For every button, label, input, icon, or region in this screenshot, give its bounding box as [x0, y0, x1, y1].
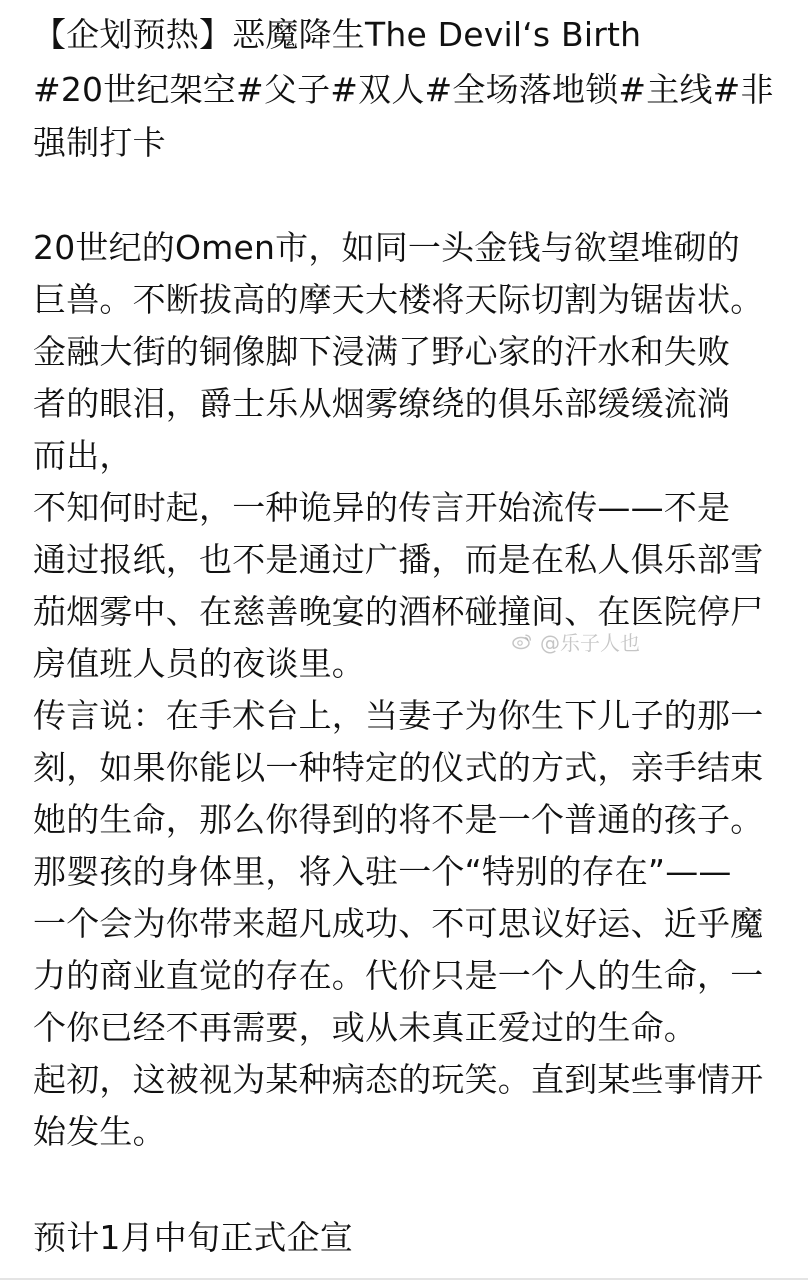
paragraph-line: 刻，如果你能以一种特定的仪式的方式，亲手结束 — [33, 748, 764, 787]
paragraph-line: 通过报纸，也不是通过广播，而是在私人俱乐部雪 — [33, 540, 764, 579]
paragraph-line: 茄烟雾中、在慈善晚宴的酒杯碰撞间、在医院停尸 — [33, 592, 764, 631]
watermark-text: @乐子人也 — [540, 630, 640, 655]
paragraph-line: 金融大街的铜像脚下浸满了野心家的汗水和失败 — [33, 332, 731, 371]
tags-line-continued: 强制打卡 — [33, 123, 166, 162]
paragraph-line: 巨兽。不断拔高的摩天大楼将天际切割为锯齿状。 — [33, 280, 764, 319]
paragraph-line: 始发生。 — [33, 1112, 166, 1151]
paragraph-line: 个你已经不再需要，或从未真正爱过的生命。 — [33, 1008, 697, 1047]
paragraph-line: 而出， — [33, 436, 133, 475]
paragraph-line: 不知何时起，一种诡异的传言开始流传——不是 — [33, 488, 731, 527]
paragraph-line: 20世纪的Omen市，如同一头金钱与欲望堆砌的 — [33, 228, 740, 267]
paragraph-line: 她的生命，那么你得到的将不是一个普通的孩子。 — [33, 800, 764, 839]
footer-line: 预计1月中旬正式企宣 — [33, 1218, 353, 1257]
paragraph-line: 力的商业直觉的存在。代价只是一个人的生命，一 — [33, 956, 764, 995]
paragraph-line: 者的眼泪，爵士乐从烟雾缭绕的俱乐部缓缓流淌 — [33, 384, 731, 423]
paragraph-line: 那婴孩的身体里，将入驻一个“特别的存在”—— — [33, 852, 732, 891]
paragraph-line: 房值班人员的夜谈里。 — [33, 644, 365, 683]
paragraph-line: 一个会为你带来超凡成功、不可思议好运、近乎魔 — [33, 904, 764, 943]
watermark — [510, 626, 640, 656]
paragraph-line: 起初，这被视为某种病态的玩笑。直到某些事情开 — [33, 1060, 764, 1099]
tags-line: #20世纪架空#父子#双人#全场落地锁#主线#非 — [33, 70, 774, 109]
paragraph-line: 传言说：在手术台上，当妻子为你生下儿子的那一 — [33, 696, 764, 735]
title-line: 【企划预热】恶魔降生The Devil‘s Birth — [33, 15, 642, 54]
weibo-icon — [510, 632, 534, 650]
